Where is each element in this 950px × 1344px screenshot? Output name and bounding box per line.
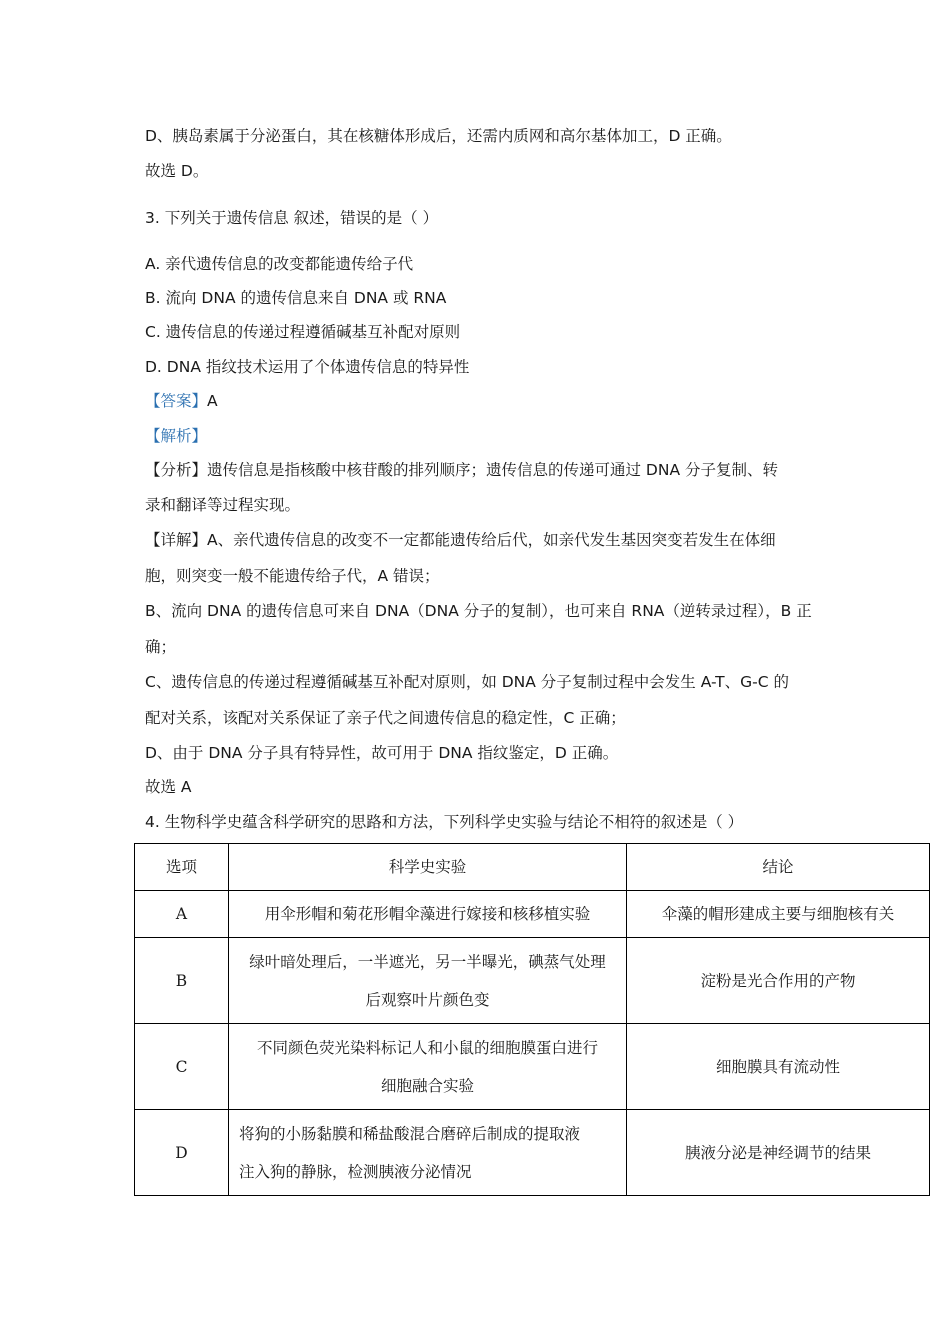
row-option: D <box>135 1110 229 1196</box>
analysis-line: 故选 A <box>145 778 192 796</box>
row-experiment <box>229 938 627 1024</box>
analysis-line: 确； <box>145 638 177 656</box>
analysis-line: B、流向 DNA 的遗传信息可来自 DNA（DNA 分子的复制），也可来自 RNA（逆转录过程），B 正 <box>145 602 812 620</box>
row-conclusion: 淀粉是光合作用的产物 <box>627 938 930 1024</box>
row-experiment: 用伞形帽和菊花形帽伞藻进行嫁接和核移植实验 <box>229 891 627 938</box>
text-line: D、胰岛素属于分泌蛋白，其在核糖体形成后，还需内质网和高尔基体加工，D 正确。 <box>145 127 732 145</box>
header-experiment: 科学史实验 <box>229 844 627 891</box>
header-conclusion: 结论 <box>627 844 930 891</box>
option-a: A. 亲代遗传信息的改变都能遗传给子代 <box>145 255 414 273</box>
analysis-line: 【分析】遗传信息是指核酸中核苷酸的排列顺序；遗传信息的传递可通过 DNA 分子复制、转 <box>145 461 778 479</box>
experiment-line: 将狗的小肠黏膜和稀盐酸混合磨碎后制成的提取液 <box>239 1124 581 1143</box>
question-4-table <box>134 843 930 1196</box>
option-c: C. 遗传信息的传递过程遵循碱基互补配对原则 <box>145 323 461 341</box>
table-header-row <box>135 844 930 891</box>
table-row <box>135 1024 930 1110</box>
analysis-line: 胞，则突变一般不能遗传给子代，A 错误； <box>145 567 440 585</box>
analysis-line: C、遗传信息的传递过程遵循碱基互补配对原则，如 DNA 分子复制过程中会发生 A-T、G-C 的 <box>145 673 789 691</box>
experiment-line: 细胞融合实验 <box>380 1076 474 1095</box>
option-d: D. DNA 指纹技术运用了个体遗传信息的特异性 <box>145 358 470 376</box>
answer-line <box>145 391 218 411</box>
row-option: A <box>135 891 229 938</box>
experiment-line: 不同颜色荧光染料标记人和小鼠的细胞膜蛋白进行 <box>256 1038 598 1057</box>
answer-label: 【答案】 <box>145 392 208 410</box>
experiment-line: 后观察叶片颜色变 <box>365 990 490 1009</box>
header-option: 选项 <box>135 844 229 891</box>
row-experiment <box>229 1024 627 1110</box>
analysis-line: 【详解】A、亲代遗传信息的改变不一定都能遗传给后代，如亲代发生基因突变若发生在体细 <box>145 531 776 549</box>
row-option: C <box>135 1024 229 1110</box>
question-3-stem: 3. 下列关于遗传信息 叙述，错误的是（ ） <box>145 209 439 227</box>
analysis-line: D、由于 DNA 分子具有特异性，故可用于 DNA 指纹鉴定，D 正确。 <box>145 744 619 762</box>
row-conclusion: 胰液分泌是神经调节的结果 <box>627 1110 930 1196</box>
row-option: B <box>135 938 229 1024</box>
experiment-line: 绿叶暗处理后，一半遮光，另一半曝光，碘蒸气处理 <box>249 952 606 971</box>
analysis-label: 【解析】 <box>145 427 208 445</box>
answer-value: A <box>207 392 218 410</box>
option-b: B. 流向 DNA 的遗传信息来自 DNA 或 RNA <box>145 289 447 307</box>
row-experiment <box>229 1110 627 1196</box>
table-row <box>135 891 930 938</box>
table-row <box>135 1110 930 1196</box>
row-conclusion: 伞藻的帽形建成主要与细胞核有关 <box>627 891 930 938</box>
analysis-line: 配对关系，该配对关系保证了亲子代之间遗传信息的稳定性，C 正确； <box>145 709 626 727</box>
text-line: 故选 D。 <box>145 162 209 180</box>
experiment-line: 注入狗的静脉，检测胰液分泌情况 <box>239 1162 472 1181</box>
analysis-line: 录和翻译等过程实现。 <box>145 496 301 514</box>
row-conclusion: 细胞膜具有流动性 <box>627 1024 930 1110</box>
question-4-stem: 4. 生物科学史蕴含科学研究的思路和方法，下列科学史实验与结论不相符的叙述是（ ） <box>145 813 744 831</box>
table-row <box>135 938 930 1024</box>
